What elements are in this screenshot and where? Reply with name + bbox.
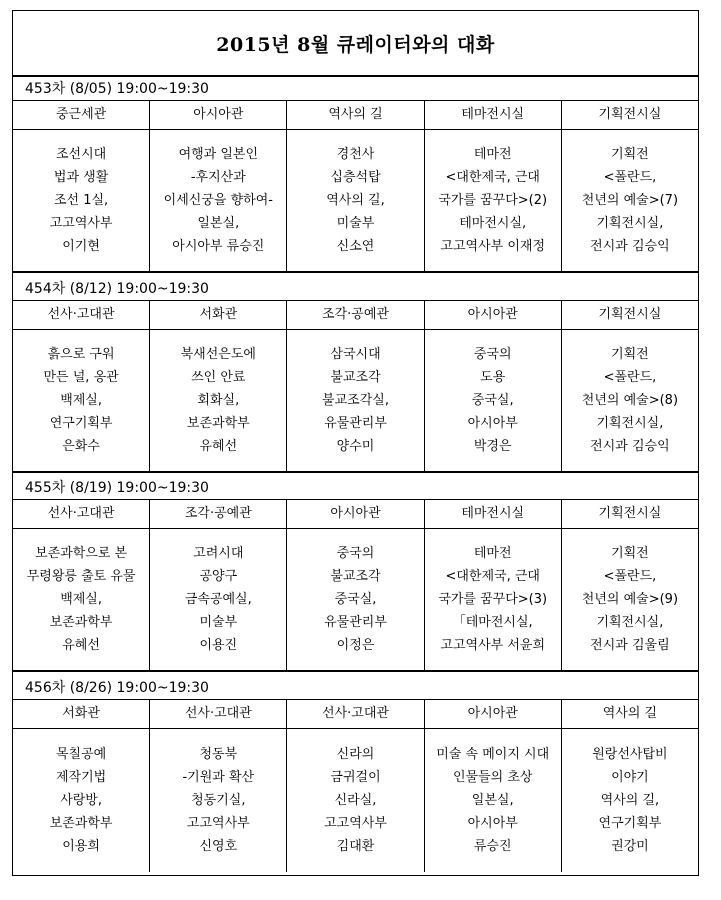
hall-name: 선사·고대관 <box>150 700 287 728</box>
hall-name: 기획전시실 <box>598 307 662 322</box>
hall-row <box>13 500 698 529</box>
hall-name: 서화관 <box>150 301 287 329</box>
talk-line: 중국의 <box>336 546 375 561</box>
schedule-table <box>12 10 699 876</box>
talk-line: 쓰인 안료 <box>191 370 246 385</box>
hall-name: 기획전시실 <box>598 107 662 122</box>
talk-line: 기획전시실, <box>596 216 664 231</box>
talk-line: 만든 널, 옹관 <box>43 370 119 385</box>
hall-name: 선사·고대관 <box>13 500 150 528</box>
talk-line: -후지산과 <box>190 170 246 185</box>
talk-line: 신라실, <box>334 793 377 808</box>
talk-row <box>13 529 698 672</box>
hall-row <box>13 101 698 130</box>
talk-line: 십층석탑 <box>330 170 381 185</box>
talk-line: 중국실, <box>471 393 514 408</box>
talk-line: 기획전 <box>611 147 649 162</box>
talk-cell <box>562 330 698 471</box>
talk-line: 미술부 <box>199 615 238 630</box>
talk-line: 전시과 김승익 <box>590 439 670 454</box>
hall-row <box>13 301 698 330</box>
talk-line: 국가를 꿈꾸다>(2) <box>438 193 548 208</box>
talk-line: 연구기획부 <box>598 816 662 831</box>
talk-line: 테마전 <box>473 147 512 162</box>
talk-cell <box>13 529 150 670</box>
hall-name: 아시아관 <box>150 101 287 129</box>
session-block <box>13 77 698 273</box>
talk-line: 백제실, <box>60 393 102 408</box>
talk-line: <폴란드, <box>603 569 657 584</box>
talk-line: 유혜선 <box>62 638 100 653</box>
hall-name: 역사의 길 <box>287 101 424 129</box>
talk-line: 유물관리부 <box>324 416 387 431</box>
talk-line: 고고역사부 <box>49 216 113 231</box>
talk-line: 보존과학부 <box>49 816 113 831</box>
hall-name: 테마전시실 <box>425 101 562 129</box>
talk-cell <box>425 729 562 872</box>
talk-cell <box>13 729 150 872</box>
talk-cell <box>287 729 424 872</box>
talk-cell <box>150 130 287 271</box>
hall-name: 기획전시실 <box>598 506 662 521</box>
talk-line: 고려시대 <box>193 546 244 561</box>
talk-line: 이용희 <box>62 839 100 854</box>
talk-line: 고고역사부 <box>324 816 387 831</box>
talk-line: 유혜선 <box>199 439 238 454</box>
hall-name: 테마전시실 <box>425 500 562 528</box>
talk-line: 공양구 <box>199 569 238 584</box>
talk-cell <box>13 130 150 271</box>
hall-name: 선사·고대관 <box>287 700 424 728</box>
session-block <box>13 476 698 672</box>
hall-name: 선사·고대관 <box>13 301 150 329</box>
talk-line: 법과 생활 <box>53 170 109 185</box>
talk-line: 유물관리부 <box>324 615 387 630</box>
talk-line: 불교조각실, <box>322 393 389 408</box>
hall-name: 조각·공예관 <box>150 500 287 528</box>
session-header: 454차 (8/12) 19:00~19:30 <box>13 277 698 301</box>
talk-cell <box>425 130 562 271</box>
talk-line: 천년의 예술>(8) <box>581 393 679 408</box>
talk-line: 역사의 길, <box>326 193 385 208</box>
talk-line: 신소연 <box>336 239 375 254</box>
hall-name: 아시아관 <box>425 301 562 329</box>
talk-line: 인물들의 초상 <box>452 770 533 785</box>
talk-line: 기획전 <box>611 347 649 362</box>
talk-line: 일본실, <box>471 793 514 808</box>
talk-line: 류승진 <box>473 839 512 854</box>
talk-line: 삼국시대 <box>330 347 381 362</box>
talk-line: 신라의 <box>336 747 375 762</box>
talk-line: 이세신궁을 향하여- <box>163 193 273 208</box>
talk-line: 보존과학부 <box>186 416 250 431</box>
talk-cell <box>287 130 424 271</box>
talk-line: 역사의 길, <box>600 793 660 808</box>
talk-line: 미술부 <box>336 216 375 231</box>
talk-line: 고고역사부 <box>186 816 250 831</box>
talk-line: 이기현 <box>62 239 100 254</box>
talk-row <box>13 330 698 473</box>
talk-cell <box>425 529 562 670</box>
hall-row <box>13 700 698 729</box>
talk-line: 아시아부 류승진 <box>172 239 265 254</box>
session-block <box>13 277 698 473</box>
talk-row <box>13 729 698 872</box>
talk-line: <폴란드, <box>603 170 657 185</box>
talk-line: 금속공예실, <box>184 592 252 607</box>
talk-line: 박경은 <box>473 439 512 454</box>
talk-line: 이야기 <box>611 770 649 785</box>
talk-line: 보존과학으로 본 <box>35 546 128 561</box>
talk-line: <대한제국, 근대 <box>445 569 540 584</box>
talk-line: 제작기법 <box>55 770 107 785</box>
talk-line: 전시과 김승익 <box>590 239 670 254</box>
talk-cell <box>562 529 698 670</box>
talk-line: 사랑방, <box>60 793 102 808</box>
talk-line: 이용진 <box>199 638 238 653</box>
session-header: 455차 (8/19) 19:00~19:30 <box>13 476 698 500</box>
talk-line: 조선시대 <box>55 147 107 162</box>
talk-line: 불교조각 <box>330 569 381 584</box>
talk-line: 김대환 <box>336 839 375 854</box>
talk-line: 기획전 <box>611 546 649 561</box>
talk-line: 고고역사부 이재정 <box>440 239 546 254</box>
talk-line: 테마전시실, <box>459 216 527 231</box>
talk-cell <box>562 130 698 271</box>
talk-line: 조선 1실, <box>53 193 109 208</box>
talk-line: <폴란드, <box>603 370 657 385</box>
talk-line: 목칠공예 <box>55 747 107 762</box>
talk-line: 불교조각 <box>330 370 381 385</box>
hall-name: 아시아관 <box>425 700 562 728</box>
talk-line: 중국실, <box>334 592 377 607</box>
talk-cell <box>150 529 287 670</box>
talk-line: 무령왕릉 출토 유물 <box>26 569 136 584</box>
talk-line: 금귀걸이 <box>330 770 381 785</box>
hall-name: 서화관 <box>13 700 150 728</box>
talk-cell <box>287 529 424 670</box>
talk-line: 천년의 예술>(9) <box>581 592 679 607</box>
talk-cell <box>13 330 150 471</box>
talk-row <box>13 130 698 273</box>
session-header: 453차 (8/05) 19:00~19:30 <box>13 77 698 101</box>
talk-line: 고고역사부 서윤희 <box>440 638 546 653</box>
hall-name: 역사의 길 <box>602 706 658 721</box>
talk-cell <box>425 330 562 471</box>
talk-line: 아시아부 <box>467 816 518 831</box>
talk-line: 일본실, <box>197 216 240 231</box>
talk-line: 국가를 꿈꾸다>(3) <box>438 592 548 607</box>
talk-line: 아시아부 <box>467 416 518 431</box>
talk-line: 보존과학부 <box>49 615 113 630</box>
talk-line: 도용 <box>480 370 506 385</box>
talk-line: 여행과 일본인 <box>178 147 259 162</box>
talk-line: -기원과 확산 <box>182 770 255 785</box>
talk-line: 연구기획부 <box>49 416 113 431</box>
talk-line: 신영호 <box>199 839 238 854</box>
talk-line: 중국의 <box>473 347 512 362</box>
talk-line: 경천사 <box>336 147 375 162</box>
hall-name: 조각·공예관 <box>287 301 424 329</box>
session-header: 456차 (8/26) 19:00~19:30 <box>13 676 698 700</box>
talk-line: 흙으로 구워 <box>47 347 115 362</box>
talk-line: 기획전시실, <box>596 615 664 630</box>
talk-cell <box>150 330 287 471</box>
talk-line: 「테마전시실, <box>452 615 533 630</box>
talk-cell <box>562 729 698 872</box>
talk-line: 회화실, <box>197 393 240 408</box>
talk-line: 기획전시실, <box>596 416 664 431</box>
talk-line: 양수미 <box>336 439 375 454</box>
talk-line: <대한제국, 근대 <box>445 170 540 185</box>
talk-line: 미술 속 메이지 시대 <box>436 747 550 762</box>
talk-line: 백제실, <box>60 592 102 607</box>
talk-line: 천년의 예술>(7) <box>581 193 679 208</box>
talk-line: 청동기실, <box>191 793 246 808</box>
hall-name: 아시아관 <box>287 500 424 528</box>
talk-line: 청동북 <box>199 747 238 762</box>
session-block <box>13 676 698 872</box>
talk-line: 북새선은도에 <box>180 347 256 362</box>
talk-line: 전시과 김울림 <box>590 638 670 653</box>
hall-name: 중근세관 <box>13 101 150 129</box>
talk-cell <box>150 729 287 872</box>
talk-line: 은화수 <box>62 439 100 454</box>
page-title: 2015년 8월 큐레이터와의 대화 <box>13 11 698 77</box>
talk-line: 이정은 <box>336 638 375 653</box>
talk-line: 테마전 <box>473 546 512 561</box>
talk-line: 권강미 <box>611 839 649 854</box>
talk-line: 원랑선사탑비 <box>592 747 668 762</box>
talk-cell <box>287 330 424 471</box>
